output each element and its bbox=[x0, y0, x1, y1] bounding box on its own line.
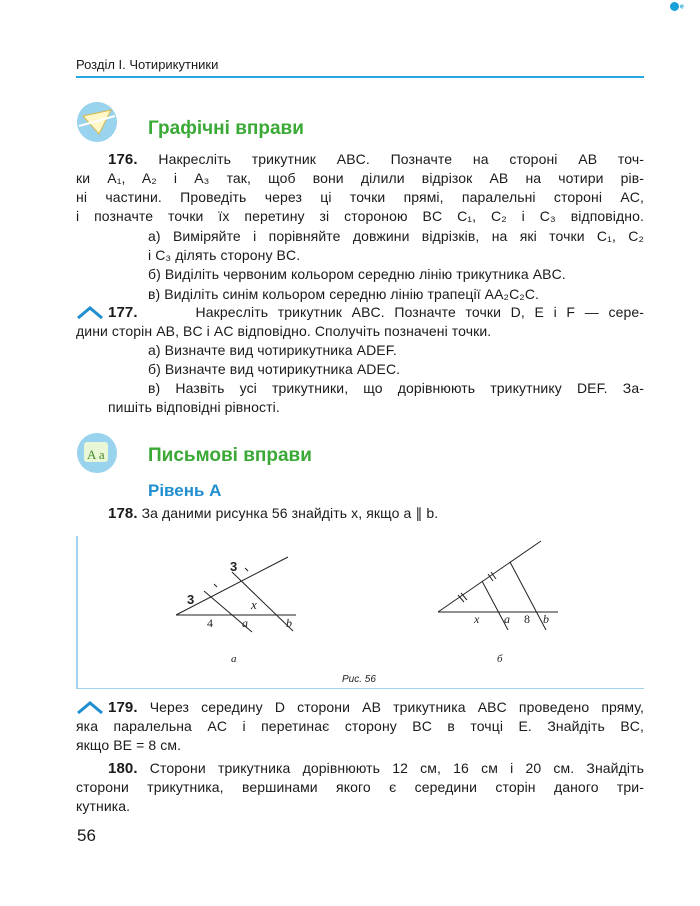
problem-179 bbox=[108, 698, 644, 717]
problem-176-body bbox=[76, 169, 644, 227]
label-x: x bbox=[474, 612, 480, 626]
problem-number: 178. bbox=[108, 505, 138, 522]
problem-text: якщо BE = 8 см. bbox=[76, 737, 182, 754]
problem-176-parts bbox=[148, 227, 644, 304]
subtask-a: а) Визначте вид чотирикутника ADEF. bbox=[148, 342, 397, 358]
label-a: a bbox=[504, 612, 510, 626]
label-8: 8 bbox=[524, 612, 530, 626]
header-divider bbox=[76, 76, 644, 78]
problem-177-body bbox=[76, 322, 644, 341]
problem-180-body bbox=[76, 778, 644, 816]
problem-179-body bbox=[76, 717, 644, 755]
problem-text: Сторони трикутника дорівнюють 12 см, 16 см і 20 см. Знайдіть bbox=[149, 760, 644, 776]
problem-text: кутника. bbox=[76, 798, 131, 815]
problem-number: 179. bbox=[108, 699, 138, 716]
problem-text: і позначте точки їх перетину зі стороною BC C₁, C₂ і C₃ відповідно. bbox=[76, 208, 644, 225]
problem-text: ні частини. Проведіть через ці точки прямі, паралельні стороні AC, bbox=[76, 189, 644, 206]
section-title-graphic: Графічні вправи bbox=[148, 118, 304, 139]
section-title-written: Письмові вправи bbox=[148, 445, 312, 466]
compass-icon bbox=[77, 102, 117, 142]
problem-178 bbox=[108, 504, 644, 523]
subtask-c: в) Виділіть синім кольором середню лінію трапеції AA₂C₂C. bbox=[148, 285, 540, 302]
subtask-c: пишіть відповідні рівності. bbox=[108, 399, 280, 415]
page-number: 56 bbox=[77, 826, 96, 845]
chapter-header: Розділ І. Чотирикутники bbox=[76, 57, 219, 72]
figure-b bbox=[438, 541, 558, 630]
label-a: a bbox=[242, 616, 248, 630]
difficulty-icon bbox=[77, 305, 103, 319]
problem-text: сторони трикутника, вершинами якого є середини сторін даного три- bbox=[76, 779, 644, 795]
label-4: 4 bbox=[207, 616, 213, 630]
figure-border-bottom bbox=[76, 688, 644, 689]
problem-180 bbox=[108, 759, 644, 778]
subtask-a: а) Виміряйте і порівняйте довжини відрізків, на які точки C₁, C₂ bbox=[148, 228, 644, 244]
problem-text: Через середину D сторони AB трикутника ABC проведено пряму, bbox=[149, 699, 644, 715]
problem-text: Накресліть трикутник ABC. Позначте точки D, E і F — сере- bbox=[195, 304, 644, 320]
figure-b-label: б bbox=[497, 653, 503, 665]
label-b: b bbox=[543, 612, 549, 626]
figure-caption: Рис. 56 bbox=[342, 674, 376, 685]
label-3: 3 bbox=[230, 559, 238, 574]
problem-177-parts bbox=[148, 341, 644, 399]
subtask-c: в) Назвіть усі трикутники, що дорівнюють трикутнику DEF. За- bbox=[148, 380, 644, 397]
subtask-a: і C₃ ділять сторону BC. bbox=[148, 247, 301, 264]
problem-177-tail bbox=[108, 398, 644, 417]
problem-number: 177. bbox=[108, 304, 138, 321]
problem-text: За даними рисунка 56 знайдіть x, якщо a ∥ b. bbox=[141, 505, 439, 521]
problem-text: ки A₁, A₂ і A₃ так, щоб вони ділили відрізок AB на чотири рів- bbox=[76, 170, 644, 186]
problem-number: 176. bbox=[108, 151, 138, 168]
publisher-logo: e bbox=[670, 2, 684, 11]
figure-a-label: а bbox=[231, 653, 237, 665]
problem-text: яка паралельна AC і перетинає сторону BC в точці E. Знайдіть BC, bbox=[76, 718, 644, 734]
level-title: Рівень А bbox=[148, 481, 222, 500]
problem-177 bbox=[108, 303, 644, 322]
difficulty-icon bbox=[77, 700, 103, 714]
problem-176 bbox=[108, 150, 644, 169]
letters-icon bbox=[77, 433, 117, 473]
subtask-b: б) Визначте вид чотирикутника ADEC. bbox=[148, 361, 401, 378]
label-3: 3 bbox=[187, 592, 195, 607]
svg-text:A a: A a bbox=[87, 447, 105, 462]
problem-number: 180. bbox=[108, 760, 138, 777]
problem-text: Накресліть трикутник ABC. Позначте на стороні AB точ- bbox=[158, 151, 644, 167]
figure-56 bbox=[76, 536, 644, 688]
problem-text: дини сторін AB, BC і AC відповідно. Сполучіть позначені точки. bbox=[76, 323, 492, 339]
label-x: x bbox=[251, 597, 257, 612]
subtask-b: б) Виділіть червоним кольором середню лінію трикутника ABC. bbox=[148, 266, 566, 283]
label-b: b bbox=[286, 616, 292, 630]
